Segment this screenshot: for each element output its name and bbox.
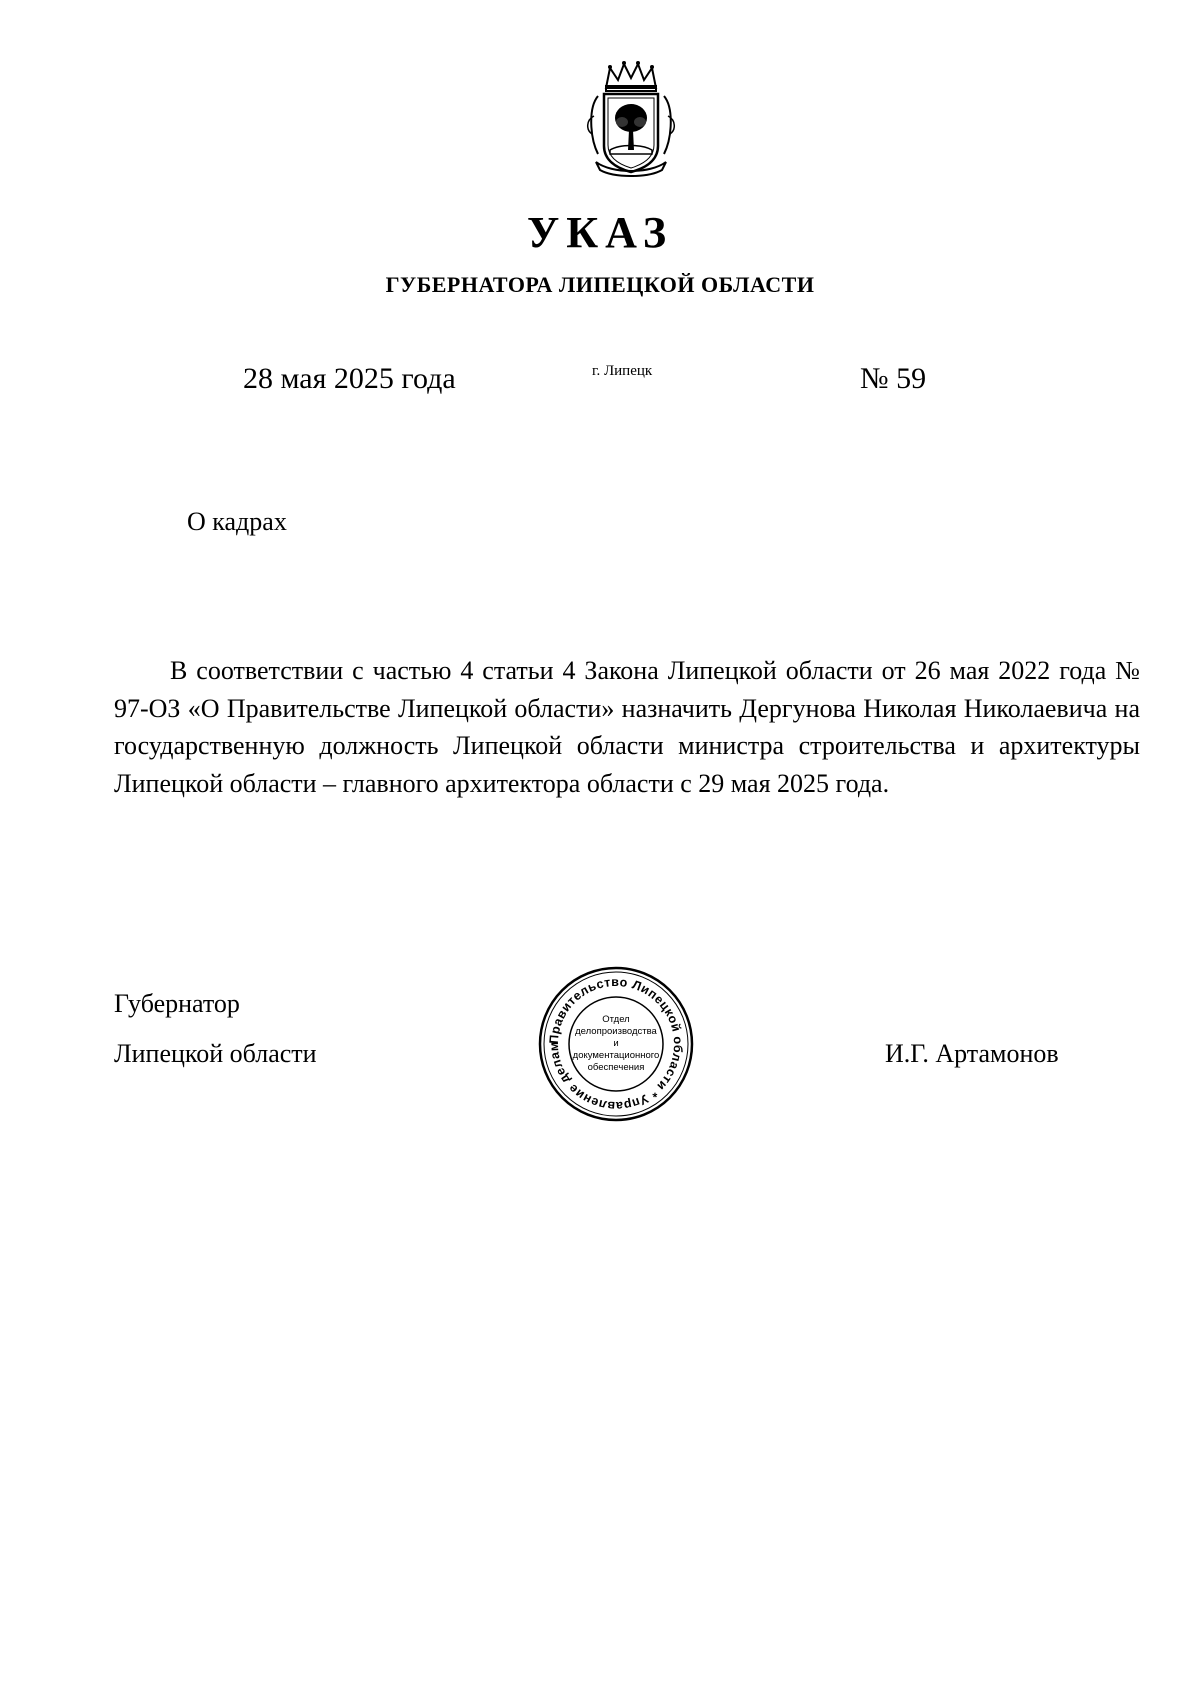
signatory-title-line1: Губернатор [114, 989, 240, 1018]
stamp-center-text [572, 1014, 660, 1074]
stamp-center-line: делопроизводства и [575, 1026, 657, 1049]
stamp-outer-text: Правительство Липецкой области * Управление делам [546, 974, 686, 1114]
document-subject: О кадрах [187, 507, 287, 536]
stamp-center-line: обеспечения [587, 1062, 645, 1073]
document-place: г. Липецк [592, 363, 653, 379]
stamp-center-line: документационного [572, 1050, 660, 1061]
document-number: № 59 [860, 362, 927, 395]
document-date: 28 мая 2025 года [243, 362, 456, 395]
signatory-name: И.Г. Артамонов [885, 1039, 1059, 1068]
document-body: В соответствии с частью 4 статьи 4 Закона Липецкой области от 26 мая 2022 года № 97-ОЗ «О Правительстве Липецкой области» назначить Дергунова Николая Николаевича на государственную должность Липецкой области министра строительства и архитектуры Липецкой области – главного архитектора области с 29 мая 2025 года. [114, 656, 1140, 798]
official-stamp [536, 964, 696, 1124]
document-title: УКАЗ [526, 208, 674, 257]
coat-of-arms-icon [584, 58, 678, 180]
stamp-center-line: Отдел [602, 1014, 630, 1025]
signatory-title-line2: Липецкой области [114, 1039, 317, 1068]
document-subtitle: ГУБЕРНАТОРА ЛИПЕЦКОЙ ОБЛАСТИ [385, 272, 815, 297]
